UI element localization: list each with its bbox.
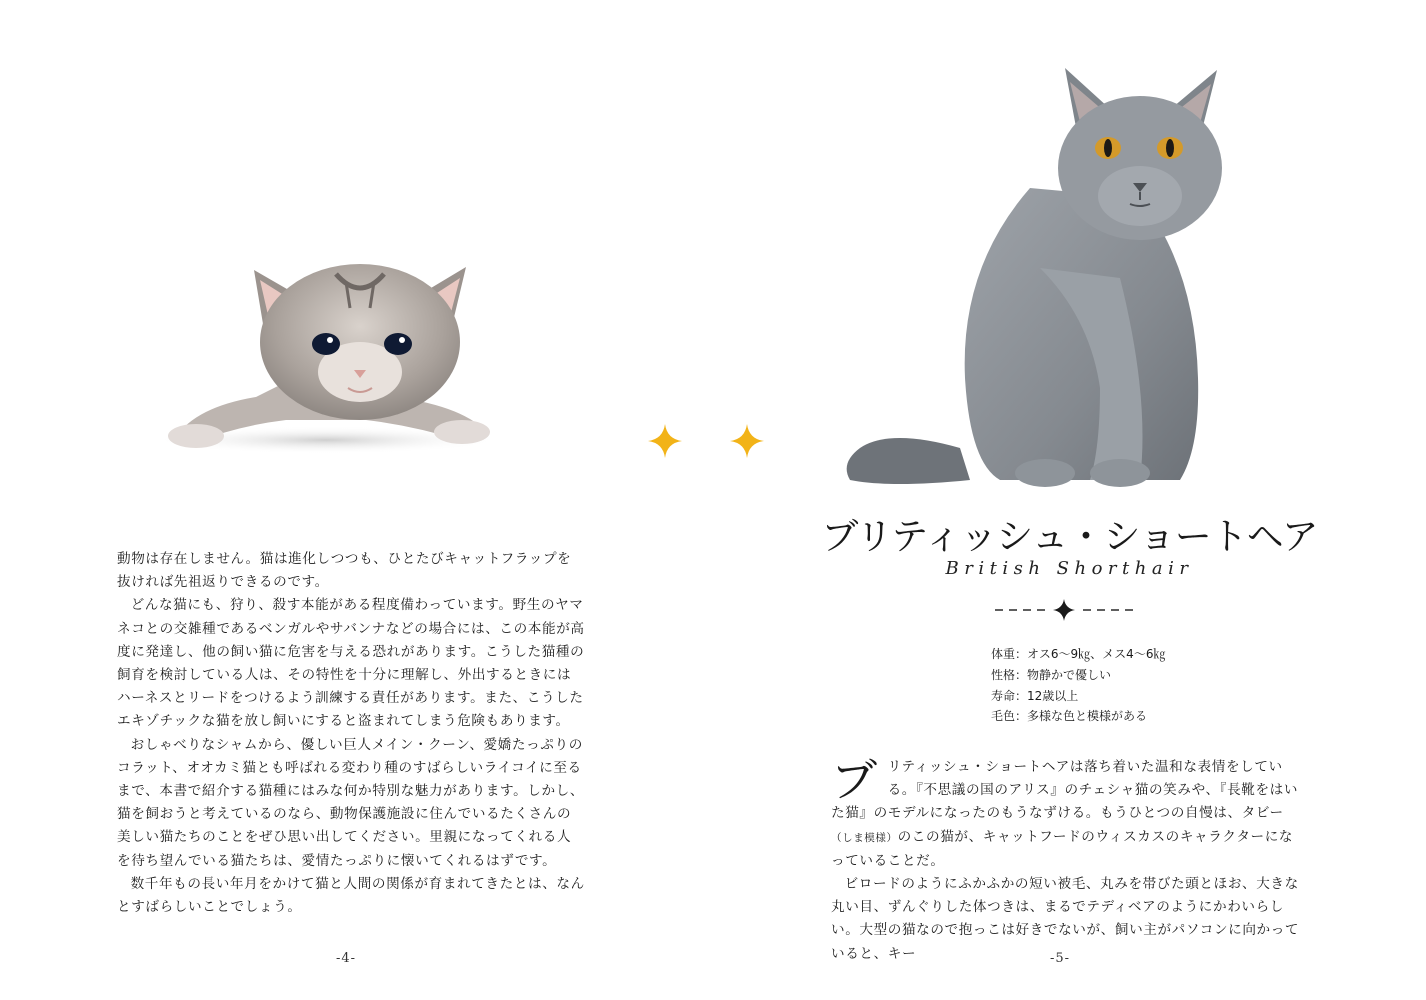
spec-value: 多様な色と模様がある bbox=[1027, 709, 1148, 724]
star-icon bbox=[648, 424, 682, 458]
page-number: -5- bbox=[1050, 951, 1071, 966]
breed-title: ブリティッシュ・ショートヘア bbox=[821, 515, 1318, 558]
body-paragraph: 動物は存在しません。猫は進化しつつも、ひとたびキャットフラップを抜ければ先祖返りできるのです。 bbox=[117, 551, 572, 591]
star-icon bbox=[730, 424, 764, 458]
body-paragraph: 数千年もの長い年月をかけて猫と人間の関係が育まれてきたとは、なんとすばらしいことでしょう。 bbox=[117, 875, 585, 916]
spec-value: 12歳以上 bbox=[1027, 688, 1079, 703]
spec-temperament bbox=[991, 665, 1165, 686]
spec-label: 寿命 ： bbox=[991, 689, 1027, 703]
description-text: リティッシュ・ショートヘアは落ち着いた温和な表情をしている。『不思議の国のアリス』のチェシャ猫の笑みや、『長靴をはいた猫』のモデルになったのもうなずける。もうひとつの自慢は、タビー bbox=[831, 759, 1299, 822]
spec-label: 体重 ： bbox=[991, 647, 1027, 661]
spec-coat-color bbox=[991, 706, 1165, 727]
body-paragraph: おしゃべりなシャムから、優しい巨人メイン・クーン、愛嬌たっぷりのコラット、オオカミ猫とも呼ばれる変わり種のすばらしいライコイに至るまで、本書で紹介する猫種にはみな何か特別な魅力があります。しかし、猫を飼おうと考えているのなら、動物保護施設に住んでいるたくさんの美しい猫たちのことをぜひ思い出してください。里親になってくれる人を待ち望んでいる猫たちは、愛情たっぷりに懐いてくれるはずです。 bbox=[117, 736, 585, 869]
kitten-photo bbox=[136, 212, 520, 497]
spec-lifespan bbox=[991, 686, 1165, 707]
spec-label: 性格 ： bbox=[991, 668, 1027, 682]
page-number: -4- bbox=[336, 951, 357, 966]
spec-label: 毛色 ： bbox=[991, 709, 1027, 723]
spec-value: オス6〜9㎏、メス4〜6㎏ bbox=[1027, 647, 1166, 661]
description-note: （しま模様） bbox=[831, 831, 898, 844]
cat-photo bbox=[800, 18, 1330, 508]
body-paragraph: どんな猫にも、狩り、殺す本能がある程度備わっています。野生のヤマネコとの交雑種であるベンガルやサバンナなどの場合には、この本能が高度に発達し、他の飼い猫に危害を与える恐れがあります。こうした猫種の飼育を検討している人は、その特性を十分に理解し、外出するときにはハーネスとリードをつけるよう訓練する責任があります。また、こうしたエキゾチックな猫を放し飼いにすると盗まれてしまう危険もあります。 bbox=[117, 597, 585, 730]
drop-cap: ブ bbox=[831, 753, 878, 807]
ornament-divider bbox=[993, 598, 1135, 622]
right-page bbox=[713, 0, 1426, 1000]
spec-weight bbox=[991, 644, 1165, 665]
breed-specs bbox=[991, 644, 1165, 727]
body-text bbox=[117, 548, 585, 919]
breed-subtitle: British Shorthair bbox=[945, 558, 1194, 579]
description-paragraph bbox=[831, 753, 1301, 873]
spec-value: 物静かで優しい bbox=[1027, 667, 1112, 682]
description-paragraph: ビロードのようにふかふかの短い被毛、丸みを帯びた頭とほお、大きな丸い目、ずんぐりした体つきは、まるでテディベアのようにかわいらしい。大型の猫なので抱っこは好きでないが、飼い主がパソコンに向かっていると、キー bbox=[831, 876, 1300, 962]
description-text: のこの猫が、キャットフードのウィスカスのキャラクターになっていることだ。 bbox=[831, 828, 1294, 869]
breed-description bbox=[831, 753, 1301, 966]
